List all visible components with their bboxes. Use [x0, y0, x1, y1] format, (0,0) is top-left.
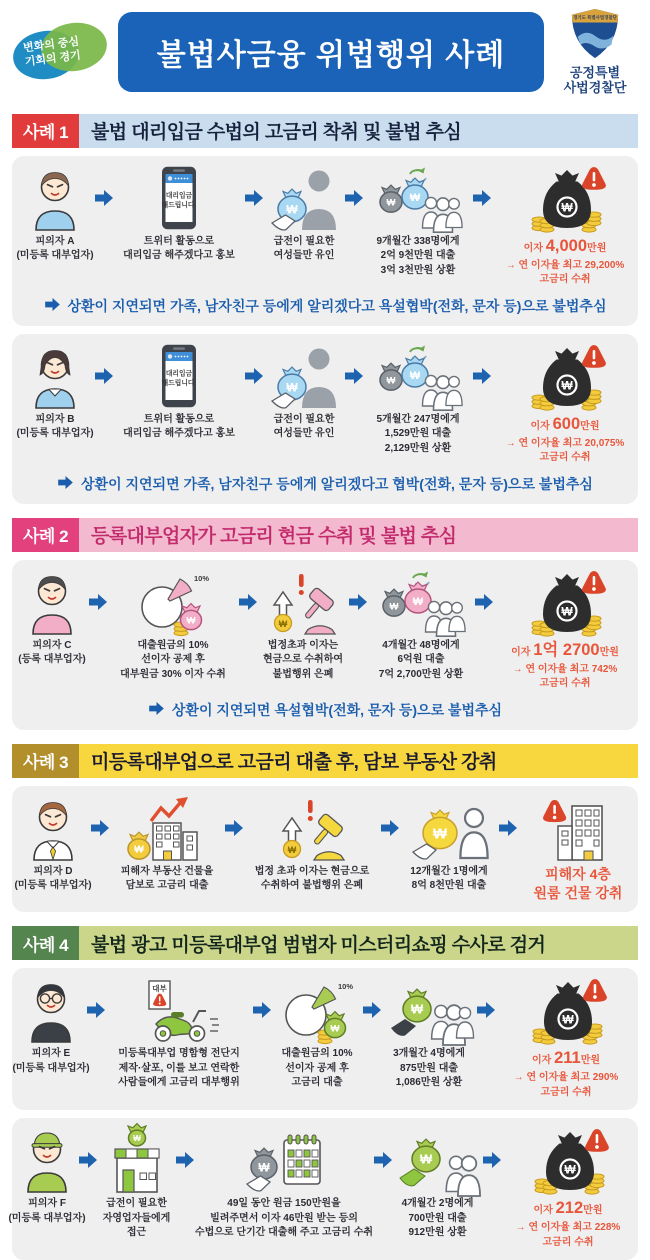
police-logo-text [548, 66, 642, 96]
flow-arrow-icon [473, 344, 491, 408]
flow-step [502, 1128, 634, 1250]
header [0, 0, 650, 100]
flow-arrow-icon [89, 570, 107, 634]
result-amount [516, 1197, 621, 1221]
result-amount-prefix: 이자 [530, 420, 553, 432]
case-flow-block [8, 1118, 638, 1260]
handover-person-icon [400, 796, 498, 860]
svg-text:10%: 10% [338, 982, 354, 992]
flow-step [264, 166, 344, 264]
svg-text:₩: ₩ [132, 1134, 141, 1144]
result-amount [514, 1047, 619, 1071]
flow-arrow-icon [239, 570, 257, 634]
svg-text:₩: ₩ [564, 1162, 576, 1177]
step-caption [379, 639, 463, 683]
shop-icon [99, 1128, 175, 1192]
suspect-d-icon [16, 796, 90, 860]
note-arrow-icon [44, 298, 61, 314]
flow-step [106, 978, 252, 1091]
svg-text:₩: ₩ [278, 618, 288, 629]
caption-line: 875만원 대출 [399, 1062, 459, 1074]
black-bag-icon [494, 570, 636, 634]
case-header-case4 [12, 926, 638, 960]
step-caption [121, 865, 214, 894]
flow-row [8, 1128, 636, 1250]
flow-step [16, 166, 94, 264]
case-title: 등록대부업자가 고금리 현금 수취 및 불법 추심 [79, 518, 638, 552]
caption-line: 12개월간 1명에게 [410, 865, 488, 877]
flow-step [518, 796, 638, 903]
result-line: 고금리 수취 [542, 1236, 594, 1248]
flow-arrow-icon [91, 796, 109, 860]
case-flow-block [12, 334, 638, 504]
svg-text:₩: ₩ [412, 595, 424, 608]
flow-step [108, 570, 238, 683]
flow-step [258, 570, 348, 683]
black-bag-icon [492, 166, 638, 230]
result-line: → 연 이자율 최고 228% [515, 1222, 621, 1234]
flow-step [12, 978, 90, 1076]
caption-line: 1,529만원 대출 [384, 428, 452, 440]
result-amount-value: 211 [554, 1049, 581, 1068]
caption-line: 법정초과 이자는 [267, 639, 339, 651]
svg-text:해드립니다.: 해드립니다. [161, 201, 197, 209]
flow-row [14, 796, 636, 903]
step-caption [377, 413, 460, 457]
caption-line: 대리입금 해주겠다고 홍보 [123, 250, 235, 262]
step-caption [263, 639, 343, 683]
svg-text:₩: ₩ [409, 191, 421, 204]
step-caption [16, 413, 93, 442]
result-amount-suffix: 만원 [599, 646, 619, 658]
svg-text:₩: ₩ [410, 1002, 424, 1018]
step-caption [393, 1047, 465, 1091]
flow-step [114, 344, 244, 442]
flow-step [492, 344, 638, 466]
step-caption [16, 235, 93, 264]
page-title: 불법사금융 위법행위 사례 [118, 12, 544, 92]
handover-bag-icon [264, 166, 344, 230]
case-section-case3 [0, 744, 650, 913]
result-line: 고금리 수취 [540, 1086, 592, 1098]
gavel-icon [258, 570, 348, 634]
caption-line: 빌려주면서 이자 46만원 받는 등의 [210, 1212, 358, 1224]
gyeonggi-slogan-line2: 기회의 경기 [24, 49, 82, 69]
gyeonggi-logo [8, 17, 114, 87]
note-text: 상환이 지연되면 욕설협박(전화, 문자 등)으로 불법추심 [171, 701, 503, 718]
step-caption [12, 1047, 89, 1076]
caption-line: 자영업자들에게 [102, 1212, 171, 1224]
flow-arrow-icon [381, 796, 399, 860]
result-amount-value: 212 [555, 1199, 584, 1218]
building-warning-icon [518, 796, 638, 860]
result-amount-prefix: 이자 [511, 646, 534, 658]
flow-step [364, 166, 472, 279]
flow-step [492, 166, 638, 288]
caption-line: 접근 [126, 1227, 147, 1239]
step-caption [8, 1197, 85, 1226]
flow-arrow-icon [245, 344, 263, 408]
gavel-icon [244, 796, 380, 860]
caption-line: 4개월간 48명에게 [382, 639, 460, 651]
caption-line: 트위터 활동으로 [143, 235, 215, 247]
caption-line: 미등록대부업 명함형 전단지 [118, 1048, 240, 1060]
flow-step [368, 570, 474, 683]
step-caption [255, 865, 370, 894]
flow-arrow-icon [473, 166, 491, 230]
police-logo [548, 8, 642, 96]
flow-step [494, 570, 636, 692]
suspect-f-icon [16, 1128, 78, 1192]
caption-line: 피의자 F [28, 1198, 66, 1210]
step-caption [274, 235, 335, 264]
svg-text:₩: ₩ [561, 604, 573, 619]
case-title: 미등록대부업으로 고금리 대출 후, 담보 부동산 강취 [79, 744, 638, 778]
result-amount [506, 413, 625, 437]
case-flow-block [12, 968, 638, 1110]
caption-line: (미등록 대부업자) [14, 880, 92, 892]
svg-text:₩: ₩ [409, 369, 421, 382]
caption-line: (미등록 대부업자) [16, 428, 94, 440]
flow-step [244, 796, 380, 894]
result-line: → 연 이자율 최고 29,200% [505, 259, 625, 271]
police-logo-line1: 공정특별 [569, 65, 621, 80]
caption-line: 700만원 대출 [408, 1212, 467, 1224]
result-line: → 연 이자율 최고 742% [512, 663, 618, 675]
flow-arrow-icon [253, 978, 271, 1042]
svg-text:₩: ₩ [286, 380, 298, 395]
crowd-bags-icon [364, 344, 472, 408]
suspect-b-icon [16, 344, 94, 408]
suspect-c-icon [16, 570, 88, 634]
step-caption [410, 865, 487, 894]
scooter-icon [106, 978, 252, 1042]
step-result [511, 639, 619, 692]
caption-line: 법정 초과 이자는 현금으로 [254, 865, 370, 877]
result-line: 고금리 수취 [539, 452, 591, 464]
caption-line: 대부원금 30% 이자 수취 [120, 668, 226, 680]
caption-line: 피의자 B [35, 413, 75, 425]
caption-line: 49일 동안 원금 150만원을 [227, 1198, 341, 1210]
suspect-a-icon [16, 166, 94, 230]
flow-row [14, 570, 636, 692]
caption-line: 피해자 부동산 건물을 [120, 865, 214, 877]
flow-step [110, 796, 224, 894]
result-line: 피해자 4층 [545, 865, 611, 882]
flow-step [264, 344, 344, 442]
result-amount-value: 4,000 [545, 236, 588, 255]
flow-step [394, 1128, 482, 1241]
caption-line: 1,086만원 상환 [395, 1077, 463, 1089]
caption-line: 선이자 공제 후 [141, 654, 205, 666]
caption-line: 7억 2,700만원 상환 [378, 668, 464, 680]
step-caption [377, 235, 460, 279]
step-result [514, 1047, 619, 1100]
svg-text:₩: ₩ [286, 202, 298, 217]
case-header-case1 [12, 114, 638, 148]
result-amount-prefix: 이자 [533, 1205, 556, 1217]
case-title: 불법 대리입금 수법의 고금리 착취 및 불법 추심 [79, 114, 638, 148]
result-amount-suffix: 만원 [583, 1205, 603, 1217]
result-amount-value: 600 [552, 414, 581, 433]
flow-arrow-icon [363, 978, 381, 1042]
svg-text:₩: ₩ [432, 825, 448, 843]
crowd-bags-icon [368, 570, 474, 634]
caption-line: 8억 8천만원 대출 [411, 880, 487, 892]
flow-arrow-icon [345, 344, 363, 408]
caption-line: 6억원 대출 [397, 654, 445, 666]
svg-text:₩: ₩ [561, 200, 573, 215]
step-result [506, 413, 625, 466]
caption-line: 4개월간 2명에게 [401, 1198, 474, 1210]
illegal-collection-note [14, 296, 636, 316]
caption-line: 3억 3천만원 상환 [380, 264, 456, 276]
caption-line: 대출원금의 10% [281, 1048, 353, 1060]
caption-line: 불법행위 은폐 [272, 668, 334, 680]
step-caption [118, 1047, 239, 1091]
svg-text:₩: ₩ [561, 378, 573, 393]
case-flow-block [12, 786, 638, 913]
step-caption [195, 1197, 373, 1241]
svg-text:₩: ₩ [258, 1160, 270, 1175]
flow-step [382, 978, 476, 1091]
police-logo-line2: 사법경찰단 [563, 79, 627, 95]
caption-line: 피의자 E [31, 1048, 71, 1060]
flow-step [496, 978, 636, 1100]
pie-icon [272, 978, 362, 1042]
caption-line: 고금리 대출 [291, 1077, 343, 1089]
caption-line: 2억 9천만원 대출 [380, 250, 456, 262]
caption-line: 급전이 필요한 [106, 1198, 167, 1210]
case-section-case1 [0, 114, 650, 504]
svg-text:대부: 대부 [152, 984, 167, 994]
flow-step [195, 1128, 373, 1241]
caption-line: 대출원금의 10% [137, 639, 209, 651]
note-arrow-icon [57, 476, 74, 492]
result-amount [511, 639, 619, 663]
caption-line: 제작·살포, 이를 보고 연락한 [118, 1062, 240, 1074]
svg-text:₩: ₩ [330, 1023, 340, 1035]
step-caption [103, 1197, 171, 1241]
phone-icon [114, 344, 244, 408]
flow-arrow-icon [95, 166, 113, 230]
flow-arrow-icon [499, 796, 517, 860]
caption-line: 담보로 고금리 대출 [125, 880, 209, 892]
caption-line: 피의자 C [32, 639, 72, 651]
caption-line: 피의자 D [33, 865, 73, 877]
result-line: → 연 이자율 최고 20,075% [505, 437, 625, 449]
result-amount [506, 235, 625, 259]
flow-row [14, 344, 636, 466]
caption-line: (미등록 대부업자) [12, 1062, 90, 1074]
case-title: 불법 광고 미등록대부업 범법자 미스터리쇼핑 수사로 검거 [79, 926, 638, 960]
caption-line: 5개월간 247명에게 [376, 413, 460, 425]
result-line: 고금리 수취 [539, 678, 591, 690]
caption-line: (미등록 대부업자) [16, 250, 94, 262]
flow-arrow-icon [374, 1128, 392, 1192]
svg-text:대리입금: 대리입금 [165, 192, 193, 200]
caption-line: 여성들만 유인 [273, 428, 335, 440]
caption-line: 수취하여 불법행위 은폐 [260, 880, 364, 892]
bag-calendar-icon [195, 1128, 373, 1192]
flow-arrow-icon [95, 344, 113, 408]
svg-text:₩: ₩ [386, 197, 396, 209]
note-arrow-icon [148, 702, 165, 718]
result-amount-suffix: 만원 [587, 242, 607, 254]
caption-line: 3개월간 4명에게 [393, 1048, 465, 1060]
svg-text:해드립니다.: 해드립니다. [161, 379, 197, 387]
caption-line: 피의자 A [35, 235, 75, 247]
case-header-case2 [12, 518, 638, 552]
svg-text:₩: ₩ [389, 601, 399, 613]
step-result [516, 1197, 621, 1250]
case-flow-block [12, 156, 638, 326]
step-caption [274, 413, 335, 442]
caption-line: (미등록 대부업자) [8, 1212, 86, 1224]
handover-crowd-green-icon [394, 1128, 482, 1192]
step-result [506, 235, 625, 288]
police-shield-text: 경기도 특별사법경찰단 [573, 15, 617, 21]
flow-step [364, 344, 472, 457]
pie-icon [108, 570, 238, 634]
flow-arrow-icon [477, 978, 495, 1042]
police-shield-icon [568, 8, 622, 60]
illegal-collection-note [14, 474, 636, 494]
phone-icon [114, 166, 244, 230]
flow-step [8, 1128, 86, 1226]
flow-arrow-icon [245, 166, 263, 230]
black-bag-icon [496, 978, 636, 1042]
crowd-bags-icon [364, 166, 472, 230]
caption-line: (등록 대부업자) [18, 654, 86, 666]
step-caption [123, 413, 235, 442]
result-line: → 연 이자율 최고 290% [513, 1072, 619, 1084]
flow-row [14, 978, 636, 1100]
black-bag-icon [492, 344, 638, 408]
step-caption [123, 235, 235, 264]
flow-step [400, 796, 498, 894]
gyeonggi-slogan-line1: 변화의 중심 [22, 35, 80, 55]
step-caption [14, 865, 91, 894]
case-flow-block [12, 560, 638, 730]
step-caption [120, 639, 226, 683]
suspect-e-icon [16, 978, 86, 1042]
handover-crowd-icon [382, 978, 476, 1042]
illegal-collection-note [14, 700, 636, 720]
flow-step [99, 1128, 175, 1241]
caption-line: 급전이 필요한 [273, 235, 335, 247]
step-caption [402, 1197, 474, 1241]
flow-step [16, 344, 94, 442]
caption-line: 9개월간 338명에게 [376, 235, 460, 247]
caption-line: 여성들만 유인 [273, 250, 335, 262]
step-caption [281, 1047, 352, 1091]
caption-line: 수법으로 단기간 대출해 주고 고금리 수취 [194, 1227, 374, 1239]
cases-container [0, 114, 650, 1260]
result-amount-prefix: 이자 [523, 242, 546, 254]
building-chart-icon [110, 796, 224, 860]
flow-arrow-icon [475, 570, 493, 634]
handover-bag-icon [264, 344, 344, 408]
step-result [534, 865, 623, 903]
flow-arrow-icon [349, 570, 367, 634]
flow-arrow-icon [87, 978, 105, 1042]
svg-text:대리입금: 대리입금 [165, 370, 193, 378]
result-line: 원룸 건물 강취 [533, 884, 623, 901]
svg-text:₩: ₩ [287, 844, 297, 855]
flow-step [114, 166, 244, 264]
flow-row [14, 166, 636, 288]
flow-step [16, 570, 88, 668]
svg-text:₩: ₩ [134, 844, 144, 856]
caption-line: 현금으로 수취하여 [262, 654, 344, 666]
caption-line: 대리입금 해주겠다고 홍보 [123, 428, 235, 440]
caption-line: 912만원 상환 [408, 1227, 467, 1239]
step-caption [18, 639, 85, 668]
svg-text:10%: 10% [194, 573, 210, 583]
result-amount-suffix: 만원 [580, 420, 600, 432]
black-bag-icon [502, 1128, 634, 1192]
caption-line: 급전이 필요한 [273, 413, 335, 425]
caption-line: 2,129만원 상환 [384, 442, 452, 454]
svg-text:₩: ₩ [186, 615, 196, 627]
svg-text:₩: ₩ [419, 1152, 432, 1168]
result-amount-suffix: 만원 [580, 1055, 601, 1067]
result-line: 고금리 수취 [539, 274, 591, 286]
flow-step [16, 796, 90, 894]
case-section-case4 [0, 926, 650, 1260]
caption-line: 트위터 활동으로 [143, 413, 215, 425]
note-text: 상환이 지연되면 가족, 남자친구 등에게 알리겠다고 욕설협박(전화, 문자 등)으로 불법추심 [67, 297, 607, 314]
flow-arrow-icon [176, 1128, 194, 1192]
flow-arrow-icon [345, 166, 363, 230]
svg-text:₩: ₩ [386, 375, 396, 387]
svg-text:₩: ₩ [562, 1013, 574, 1028]
caption-line: 사람들에게 고금리 대부행위 [118, 1077, 240, 1089]
flow-step [272, 978, 362, 1091]
result-amount-value: 1억 2700 [533, 640, 600, 659]
case-section-case2 [0, 518, 650, 730]
case-label: 사례 1 [12, 114, 79, 148]
caption-line: 선이자 공제 후 [285, 1062, 349, 1074]
case-label: 사례 4 [12, 926, 79, 960]
case-label: 사례 3 [12, 744, 79, 778]
case-label: 사례 2 [12, 518, 79, 552]
result-amount-prefix: 이자 [531, 1055, 555, 1067]
case-header-case3 [12, 744, 638, 778]
note-text: 상환이 지연되면 가족, 남자친구 등에게 알리겠다고 협박(전화, 문자 등)으로 불법추심 [81, 475, 593, 492]
flow-arrow-icon [483, 1128, 501, 1192]
flow-arrow-icon [225, 796, 243, 860]
